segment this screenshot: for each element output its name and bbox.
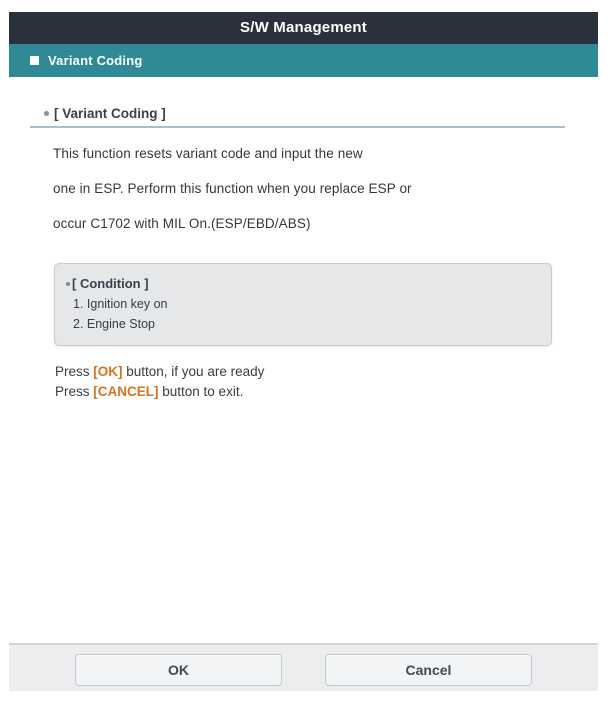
titlebar-title: S/W Management (9, 12, 598, 44)
function-heading (44, 106, 166, 121)
description-line: occur C1702 with MIL On.(ESP/EBD/ABS) (53, 216, 311, 231)
section-header (9, 44, 598, 77)
instruction-ok-line (55, 364, 264, 379)
condition-item: 1. Ignition key on (73, 297, 168, 311)
section-square-bullet-icon (30, 56, 39, 65)
ok-button[interactable]: OK (75, 654, 282, 686)
section-title: Variant Coding (48, 53, 143, 68)
bullet-dot-icon (66, 282, 70, 286)
footer-bar (9, 643, 598, 691)
cancel-button[interactable]: Cancel (325, 654, 532, 686)
bullet-dot-icon (44, 111, 49, 116)
instruction-text: Press (55, 364, 94, 379)
cancel-highlight: [CANCEL] (93, 384, 159, 399)
ok-highlight: [OK] (93, 364, 123, 379)
instruction-text: button to exit. (158, 384, 244, 399)
instruction-text: button, if you are ready (122, 364, 265, 379)
condition-heading-label: [ Condition ] (72, 276, 149, 291)
condition-item: 2. Engine Stop (73, 317, 156, 331)
function-heading-label: [ Variant Coding ] (54, 106, 166, 121)
heading-underline (30, 126, 565, 128)
instruction-text: Press (55, 384, 94, 399)
condition-box (54, 263, 552, 346)
description-line: This function resets variant code and input the new (53, 146, 363, 161)
description-line: one in ESP. Perform this function when you replace ESP or (53, 181, 412, 196)
instruction-cancel-line (55, 384, 243, 399)
condition-heading (66, 276, 149, 291)
